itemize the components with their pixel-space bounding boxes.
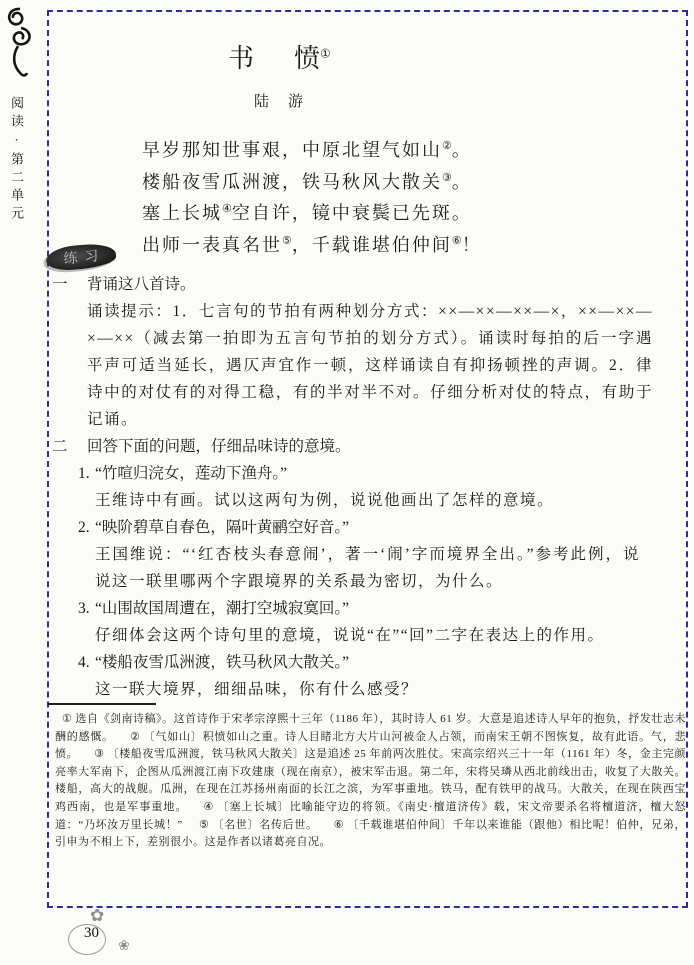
question-quote-row [78,595,654,622]
question-quote: “竹喧归浣女，莲动下渔舟。” [95,465,288,482]
poem-text: 早岁那知世事艰，中原北望气如山 [142,140,442,160]
poem-author: 陆 游 [254,94,306,110]
footnote-number: ① [62,713,73,725]
section-marker: 二 [52,438,68,455]
poem-text: ！ [461,234,482,255]
poem-line [142,133,482,165]
poem-text: 塞上长城 [142,203,222,223]
footnote-ref: ③ [442,171,452,184]
flower-icon: ✿ [90,906,105,925]
page-footer-ornament [66,905,162,963]
poem-title-char-left: 书 [228,44,255,73]
poem-text: 楼船夜雪瓜洲渡，铁马秋风大散关 [142,171,442,192]
poem-title-char-right: 愤 [294,44,321,73]
poem-line [142,165,482,197]
question-quote: “映阶碧草自春色，隔叶黄鹂空好音。” [95,519,350,536]
footnote-number: ② [129,730,141,743]
poem-line [142,228,482,260]
section-title: 背诵这八首诗。 [87,276,196,293]
question-quote-row [78,460,654,487]
sidebar-unit-label: 阅读·第二单元 [9,96,24,224]
footnote-item: ① 选自《剑南诗稿》。这首诗作于宋孝宗淳熙十三年（1186 年），其时诗人 61 岁。大意是追述诗人早年的抱负，抒发壮志未酬的感慨。 [55,713,686,743]
question-number: 1. [78,465,90,482]
question-quote: “山围故国周遭在，潮打空城寂寞回。” [95,600,350,617]
footnote-ref-title: ① [320,46,331,61]
poem-title [228,38,331,75]
footnote-item: ⑤ 〔名世〕名传后世。 [198,818,318,831]
question-number: 3. [78,600,90,617]
poem-text: 出师一表真名世 [142,234,282,255]
poem-text: 。 [451,171,472,192]
question-prompt: 仔细体会这两个诗句里的意境，说说“在”“回”二字在表达上的作用。 [95,627,605,644]
question-number: 2. [78,519,90,536]
poem-body [142,133,482,259]
footnote-item: ③ 〔楼船夜雪瓜洲渡，铁马秋风大散关〕这是追述 25 年前两次胜仗。宋高宗绍兴三十一年（1161 年）冬，金主完颜亮率大军南下，企图从瓜洲渡江南下攻建康（现在南京），被宋军击退。第二年，宋将吴璘从西北前线出击，收复了大散关。楼船，高大的战舰。瓜洲，在现在江苏扬州南面的长江之滨，为军事重地。铁马，配有铁甲的战马。大散关，在现在陕西宝鸡西南，也是军事重地。 [55,748,686,813]
footnotes-paragraph [55,711,686,852]
exercise-section [52,271,654,703]
question-prompt: 王维诗中有画。试以这两句为例，说说他画出了怎样的意境。 [95,492,555,509]
question-prompt: 这一联大境界，细细品味，你有什么感受？ [95,681,419,698]
exercise-question-list [52,460,654,703]
footnote-ref: ⑥ [451,234,462,247]
question-quote-row [78,514,654,541]
poem-text: 空自许，镜中衰鬓已先斑。 [231,203,472,223]
flower-icon: ❀ [118,939,130,954]
question-quote: “楼船夜雪瓜洲渡，铁马秋风大散关。” [95,654,350,671]
footnote-item: ⑥ 〔千载谁堪伯仲间〕千年以来谁能（跟他）相比呢！伯仲，兄弟，引申为不相上下，差别很小。这是作者以诸葛亮自况。 [55,818,687,849]
section-title: 回答下面的问题，仔细品味诗的意境。 [87,438,351,455]
exercise-header-badge [46,242,124,274]
footnote-number: ⑥ [333,818,345,831]
exercise-section-one-heading [52,271,654,298]
question-quote-row [78,649,654,676]
footnote-ref: ⑤ [282,234,292,247]
footnote-ref: ④ [222,203,232,215]
footnote-item: ② 〔气如山〕积愤如山之重。诗人目睹北方大片山河被金人占领，而南宋王朝不图恢复，故有此语。气，悲愤。 [55,730,686,761]
footnote-number: ④ [203,800,215,813]
exercise-header-label: 练习 [63,248,107,268]
footnote-ref: ② [442,140,452,152]
footnote-item: ④ 〔塞上长城〕比喻能守边的将领。《南史·檀道济传》载，宋文帝要杀名将檀道济，檀大怒道：“乃坏汝万里长城！” [55,800,686,831]
recitation-tips-paragraph: 诵读提示：1．七言句的节拍有两种划分方式：××—××—××—×，××—××—×—××（减去第一拍即为五言句节拍的划分方式）。诵读时每拍的后一字遇平声可适当延长，遇仄声宜作一顿，这样诵读自有抑扬顿挫的声调。2．律诗中的对仗有的对得工稳，有的半对半不对。仔细分析对仗的特点，有助于记诵。 [87,303,653,428]
footnote-divider [48,703,156,705]
question-prompt: 王国维说：“‘红杏枝头春意闹’，著一‘闹’字而境界全出。”参考此例，说说这一联里哪两个字跟境界的关系最为密切，为什么。 [95,546,640,590]
exercise-section-two-heading [52,433,654,460]
poem-text: 。 [451,140,472,160]
question-number: 4. [78,654,90,671]
flourish-ornament-icon [4,6,34,80]
poem-line [142,196,482,228]
section-marker: 一 [52,276,68,293]
footnote-number: ⑤ [198,818,210,831]
page-number: 30 [84,925,99,941]
poem-text: ，千载谁堪伯仲间 [291,234,452,255]
footnote-number: ③ [94,748,105,761]
brush-ellipse-icon [45,242,117,272]
